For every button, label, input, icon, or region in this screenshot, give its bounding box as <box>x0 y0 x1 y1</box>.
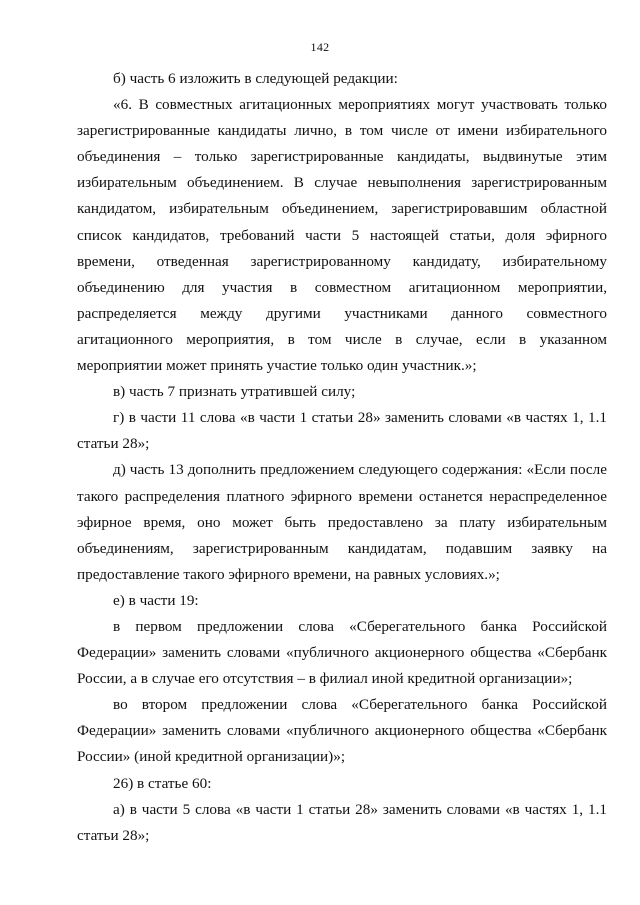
paragraph-part-11: г) в части 11 слова «в части 1 статьи 28» заменить словами «в частях 1, 1.1 статьи 28»; <box>77 409 607 453</box>
document-body <box>77 66 607 849</box>
paragraph-article-60-part-5: а) в части 5 слова «в части 1 статьи 28» заменить словами «в частях 1, 1.1 статьи 28»; <box>77 800 607 844</box>
paragraph-part-6-header: б) часть 6 изложить в следующей редакции: <box>113 70 398 87</box>
paragraph-part-13: д) часть 13 дополнить предложением следующего содержания: «Если после такого распределения платного эфирного времени останется нераспределенное эфирное время, оно может быть предоставлено за плату избирательным объединениям, зарегистрированным кандидатам, подавшим заявку на предоставление такого эфирного времени, на равных условиях.»; <box>77 461 607 583</box>
paragraph-article-60-header: 26) в статье 60: <box>113 774 212 792</box>
paragraph-part-7: в) часть 7 признать утратившей силу; <box>113 383 356 401</box>
paragraph-part-6-text: «6. В совместных агитационных мероприятиях могут участвовать только зарегистрированные кандидаты лично, в том числе от имени избирательного объединения – только зарегистрированные кандидаты, выдвинутые этим избирательным объединением. В случае невыполнения зарегистрированным кандидатом, избирательным объединением, зарегистрировавшим областной список кандидатов, требований части 5 настоящей статьи, доля эфирного времени, отведенная зарегистрированному кандидату, избирательному объединению для участия в совместном агитационном мероприятии, распределяется между другими участниками данного совместного агитационного мероприятия, в том числе в случае, если в указанном мероприятии может принять участие только один участник.»; <box>77 96 607 375</box>
paragraph-part-19-header: е) в части 19: <box>113 591 199 609</box>
paragraph-part-19-first-sentence: в первом предложении слова «Сберегательного банка Российской Федерации» заменить словами «публичного акционерного общества «Сбербанк России, а в случае его отсутствия – в филиал иной кредитной организации»; <box>77 617 607 688</box>
page-number: 142 <box>310 40 330 54</box>
paragraph-part-19-second-sentence: во втором предложении слова «Сберегательного банка Российской Федерации» заменить словами «публичного акционерного общества «Сбербанк России» (иной кредитной организации)»; <box>77 696 607 766</box>
